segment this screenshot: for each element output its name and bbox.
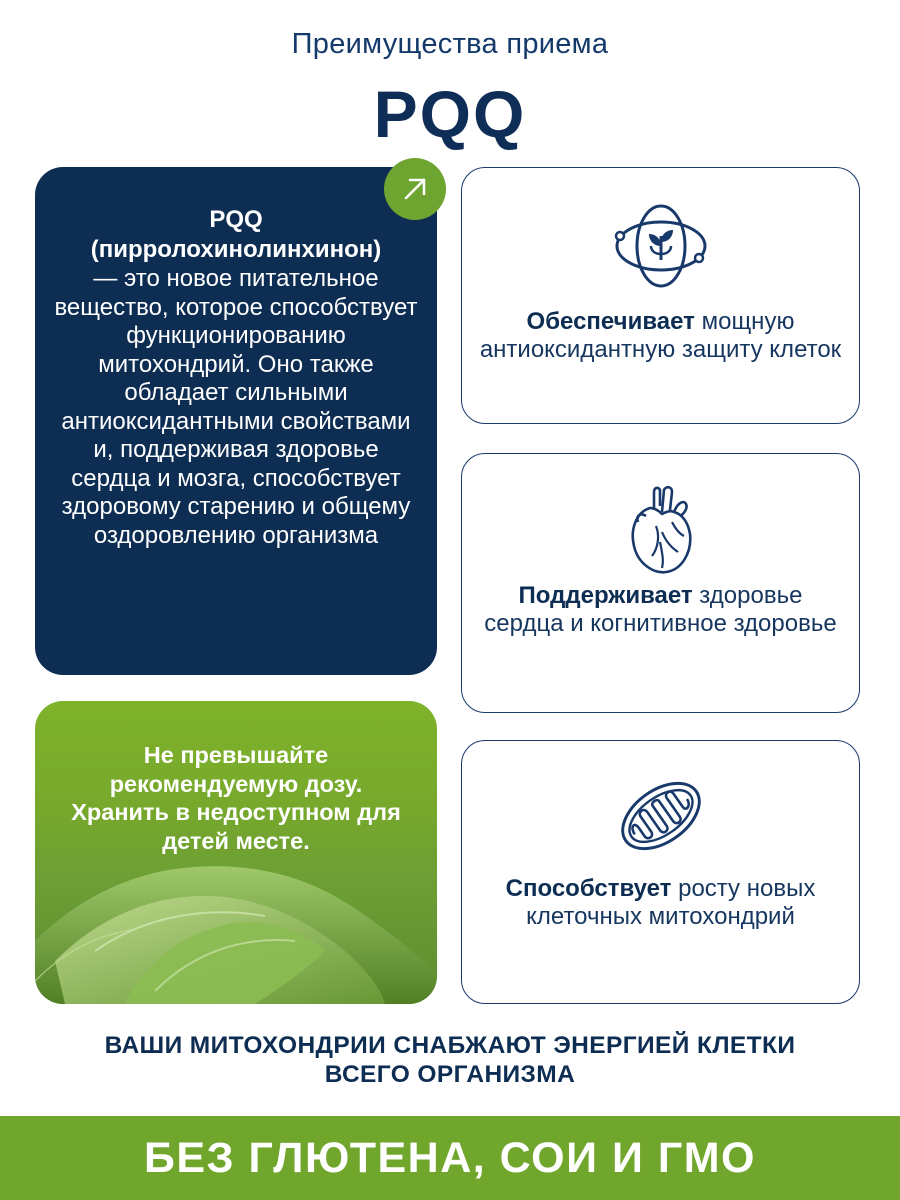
benefit-card-mitochondria	[461, 740, 860, 1004]
page-title: PQQ	[373, 77, 527, 151]
heart-icon	[626, 482, 696, 578]
tagline: ВАШИ МИТОХОНДРИИ СНАБЖАЮТ ЭНЕРГИЕЙ КЛЕТКИ ВСЕГО ОРГАНИЗМА	[104, 1032, 796, 1088]
footer-banner	[0, 1116, 900, 1200]
cell-leaf-icon	[611, 196, 711, 296]
benefit-rest: мощную антиоксидантную защиту клеток	[479, 308, 842, 363]
info-card-heading	[51, 205, 421, 265]
benefit-text	[462, 875, 859, 931]
benefit-card-heart	[461, 453, 860, 713]
info-heading-line: PQQ (пирролохинолинхинон)	[90, 206, 382, 263]
benefit-text	[462, 308, 859, 364]
benefit-rest: росту новых клеточных митохондрий	[526, 875, 816, 930]
arrow-up-right-icon-glyph	[400, 174, 430, 204]
benefit-card-antioxidant	[461, 167, 860, 424]
benefit-text	[462, 582, 859, 638]
benefit-bold: Способствует	[505, 875, 672, 902]
footer-text: БЕЗ ГЛЮТЕНА, СОИ И ГМО	[144, 1133, 756, 1182]
warning-card	[35, 701, 437, 1004]
warning-text: Не превышайте рекомендуемую дозу. Хранить в недоступном для детей месте.	[71, 742, 401, 854]
benefit-rest: здоровье сердца и когнитивное здоровье	[484, 582, 837, 637]
benefit-bold: Обеспечивает	[526, 308, 695, 335]
info-card-body: — это новое питательное вещество, которое способствует функционированию митохондрий. Оно также обладает сильными антиоксидантными свойствами и, поддерживая здоровье сердца и мозга, способствует здоровому старению и общему оздоровлению организма	[54, 265, 418, 549]
arrow-up-right-icon[interactable]	[384, 158, 446, 220]
page-subtitle: Преимущества приема	[291, 28, 609, 60]
info-card	[35, 167, 437, 675]
benefit-bold: Поддерживает	[518, 582, 693, 609]
mitochondria-icon	[614, 769, 708, 863]
